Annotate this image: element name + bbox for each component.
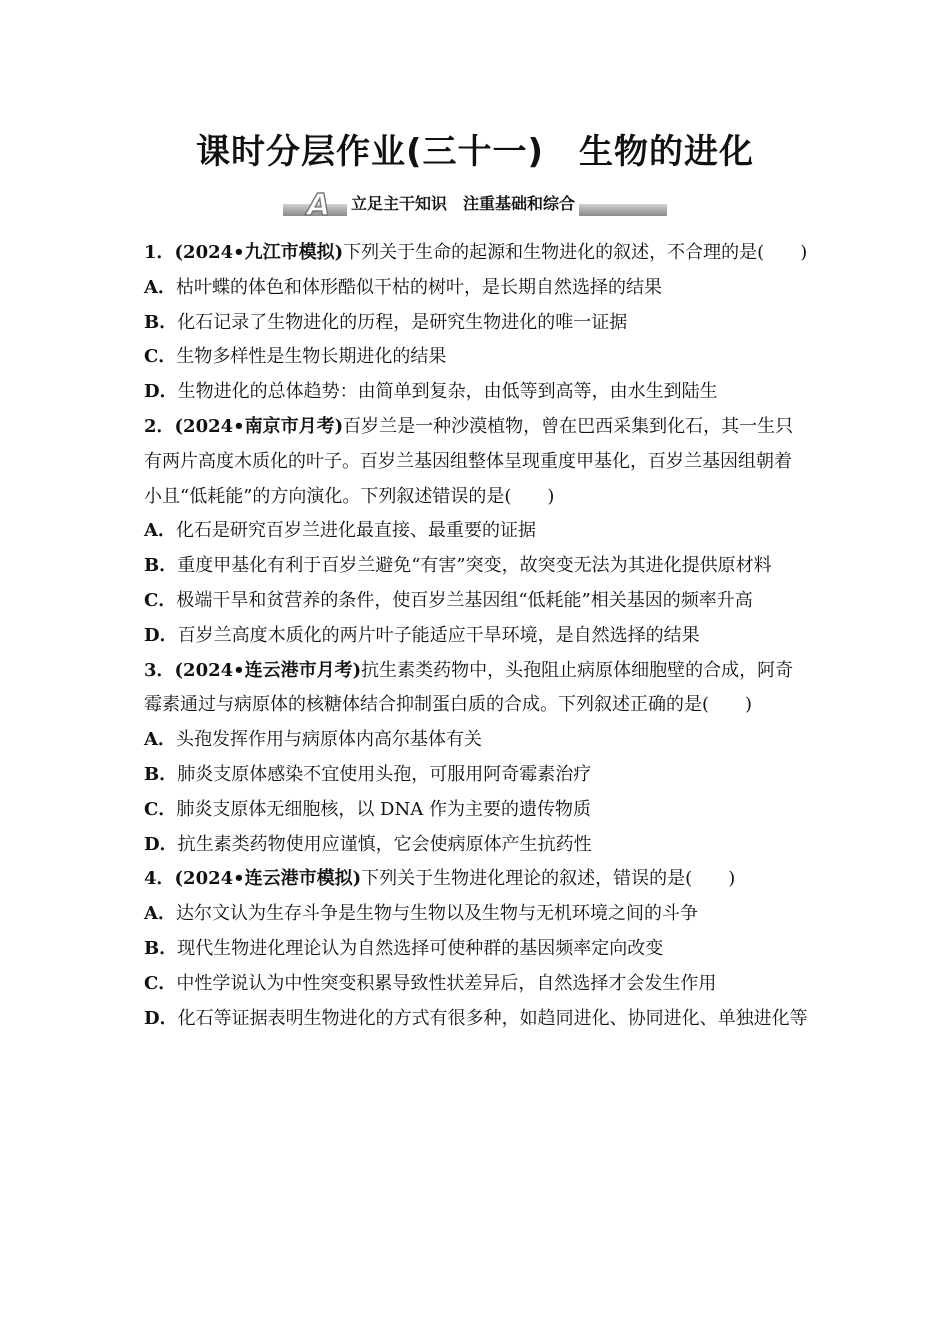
option-label: A． [144, 729, 176, 751]
question-number: 1． [144, 242, 175, 263]
option-label: D． [144, 624, 178, 646]
option-c [144, 584, 808, 619]
option-b [144, 549, 808, 584]
question-1 [144, 236, 808, 410]
option-label: B． [144, 937, 178, 959]
option-label: A． [144, 903, 176, 925]
option-text: 肺炎支原体感染不宜使用头孢，可服用阿奇霉素治疗 [177, 763, 592, 785]
option-text: 化石记录了生物进化的历程，是研究生物进化的唯一证据 [177, 311, 628, 333]
question-text: 下列关于生命的起源和生物进化的叙述，不合理的是( ) [343, 242, 808, 263]
question-4 [144, 862, 808, 1036]
question-stem [144, 236, 808, 271]
option-label: D． [144, 1007, 178, 1029]
option-label: D． [144, 381, 178, 403]
option-c [144, 967, 808, 1002]
option-b [144, 932, 808, 967]
option-text: 肺炎支原体无细胞核，以 DNA 作为主要的遗传物质 [176, 798, 591, 820]
question-number: 4． [144, 868, 175, 890]
option-a [144, 897, 808, 932]
question-number: 3． [144, 659, 175, 681]
question-text: 下列关于生物进化理论的叙述，错误的是( ) [361, 868, 736, 890]
option-c [144, 340, 808, 375]
option-b [144, 758, 808, 793]
option-text: 头孢发挥作用与病原体内高尔基体有关 [175, 729, 482, 751]
question-stem [144, 862, 808, 897]
section-label: 立足主干知识 注重基础和综合 [347, 192, 579, 216]
option-label: B． [144, 311, 178, 333]
option-c [144, 793, 808, 828]
option-text: 中性学说认为中性突变积累导致性状差异后，自然选择才会发生作用 [176, 972, 717, 994]
question-3 [144, 654, 808, 863]
option-label: C． [144, 798, 177, 820]
question-source: (2024•九江市模拟) [174, 242, 344, 263]
question-list [144, 236, 808, 1036]
option-text: 化石是研究百岁兰进化最直接、最重要的证据 [175, 520, 536, 542]
question-source: (2024•南京市月考) [174, 415, 344, 437]
question-number: 2． [144, 415, 175, 437]
option-label: C． [144, 346, 177, 368]
option-label: C． [144, 972, 177, 994]
option-text: 百岁兰高度木质化的两片叶子能适应干旱环境，是自然选择的结果 [177, 624, 700, 646]
option-text: 达尔文认为生存斗争是生物与生物以及生物与无机环境之间的斗争 [175, 903, 698, 925]
option-text: 生物进化的总体趋势：由简单到复杂，由低等到高等，由水生到陆生 [177, 381, 718, 403]
option-text: 枯叶蝶的体色和体形酷似干枯的树叶，是长期自然选择的结果 [175, 276, 662, 298]
option-label: D． [144, 833, 178, 855]
option-label: B． [144, 555, 178, 577]
question-source: (2024•连云港市月考) [174, 659, 362, 681]
option-text: 重度甲基化有利于百岁兰避免“有害”突变，故突变无法为其进化提供原材料 [177, 555, 772, 577]
option-a [144, 514, 808, 549]
option-a [144, 723, 808, 758]
option-d [144, 619, 808, 654]
option-text: 现代生物进化理论认为自然选择可使种群的基因频率定向改变 [177, 937, 664, 959]
question-source: (2024•连云港市模拟) [174, 868, 362, 890]
option-d [144, 375, 808, 410]
option-label: B． [144, 763, 178, 785]
question-stem [144, 410, 808, 514]
question-stem [144, 654, 808, 724]
page-title: 课时分层作业(三十一) 生物的进化 [195, 132, 755, 172]
question-2 [144, 410, 808, 654]
option-a [144, 271, 808, 306]
option-label: A． [144, 276, 176, 298]
option-text: 抗生素类药物使用应谨慎，它会使病原体产生抗药性 [177, 833, 592, 855]
option-text: 极端干旱和贫营养的条件，使百岁兰基因组“低耗能”相关基因的频率升高 [176, 589, 753, 611]
question-text: 百岁兰是一种沙漠植物，曾在巴西采集到化石，其一生只有两片高度木质化的叶子。百岁兰基因组整体呈现重度甲基化，百岁兰基因组朝着小且“低耗能”的方向演化。下列叙述错误的是( ) [144, 415, 794, 507]
question-text: 抗生素类药物中，头孢阻止病原体细胞壁的合成，阿奇霉素通过与病原体的核糖体结合抑制蛋白质的合成。下列叙述正确的是( ) [144, 659, 794, 716]
section-letter: A [307, 188, 331, 223]
option-text: 化石等证据表明生物进化的方式有很多种，如趋同进化、协同进化、单独进化等 [177, 1007, 808, 1029]
section-banner [283, 188, 667, 223]
option-label: C． [144, 589, 177, 611]
option-b [144, 306, 808, 341]
option-text: 生物多样性是生物长期进化的结果 [176, 346, 447, 368]
option-d [144, 828, 808, 863]
option-label: A． [144, 520, 176, 542]
option-d [144, 1002, 808, 1037]
